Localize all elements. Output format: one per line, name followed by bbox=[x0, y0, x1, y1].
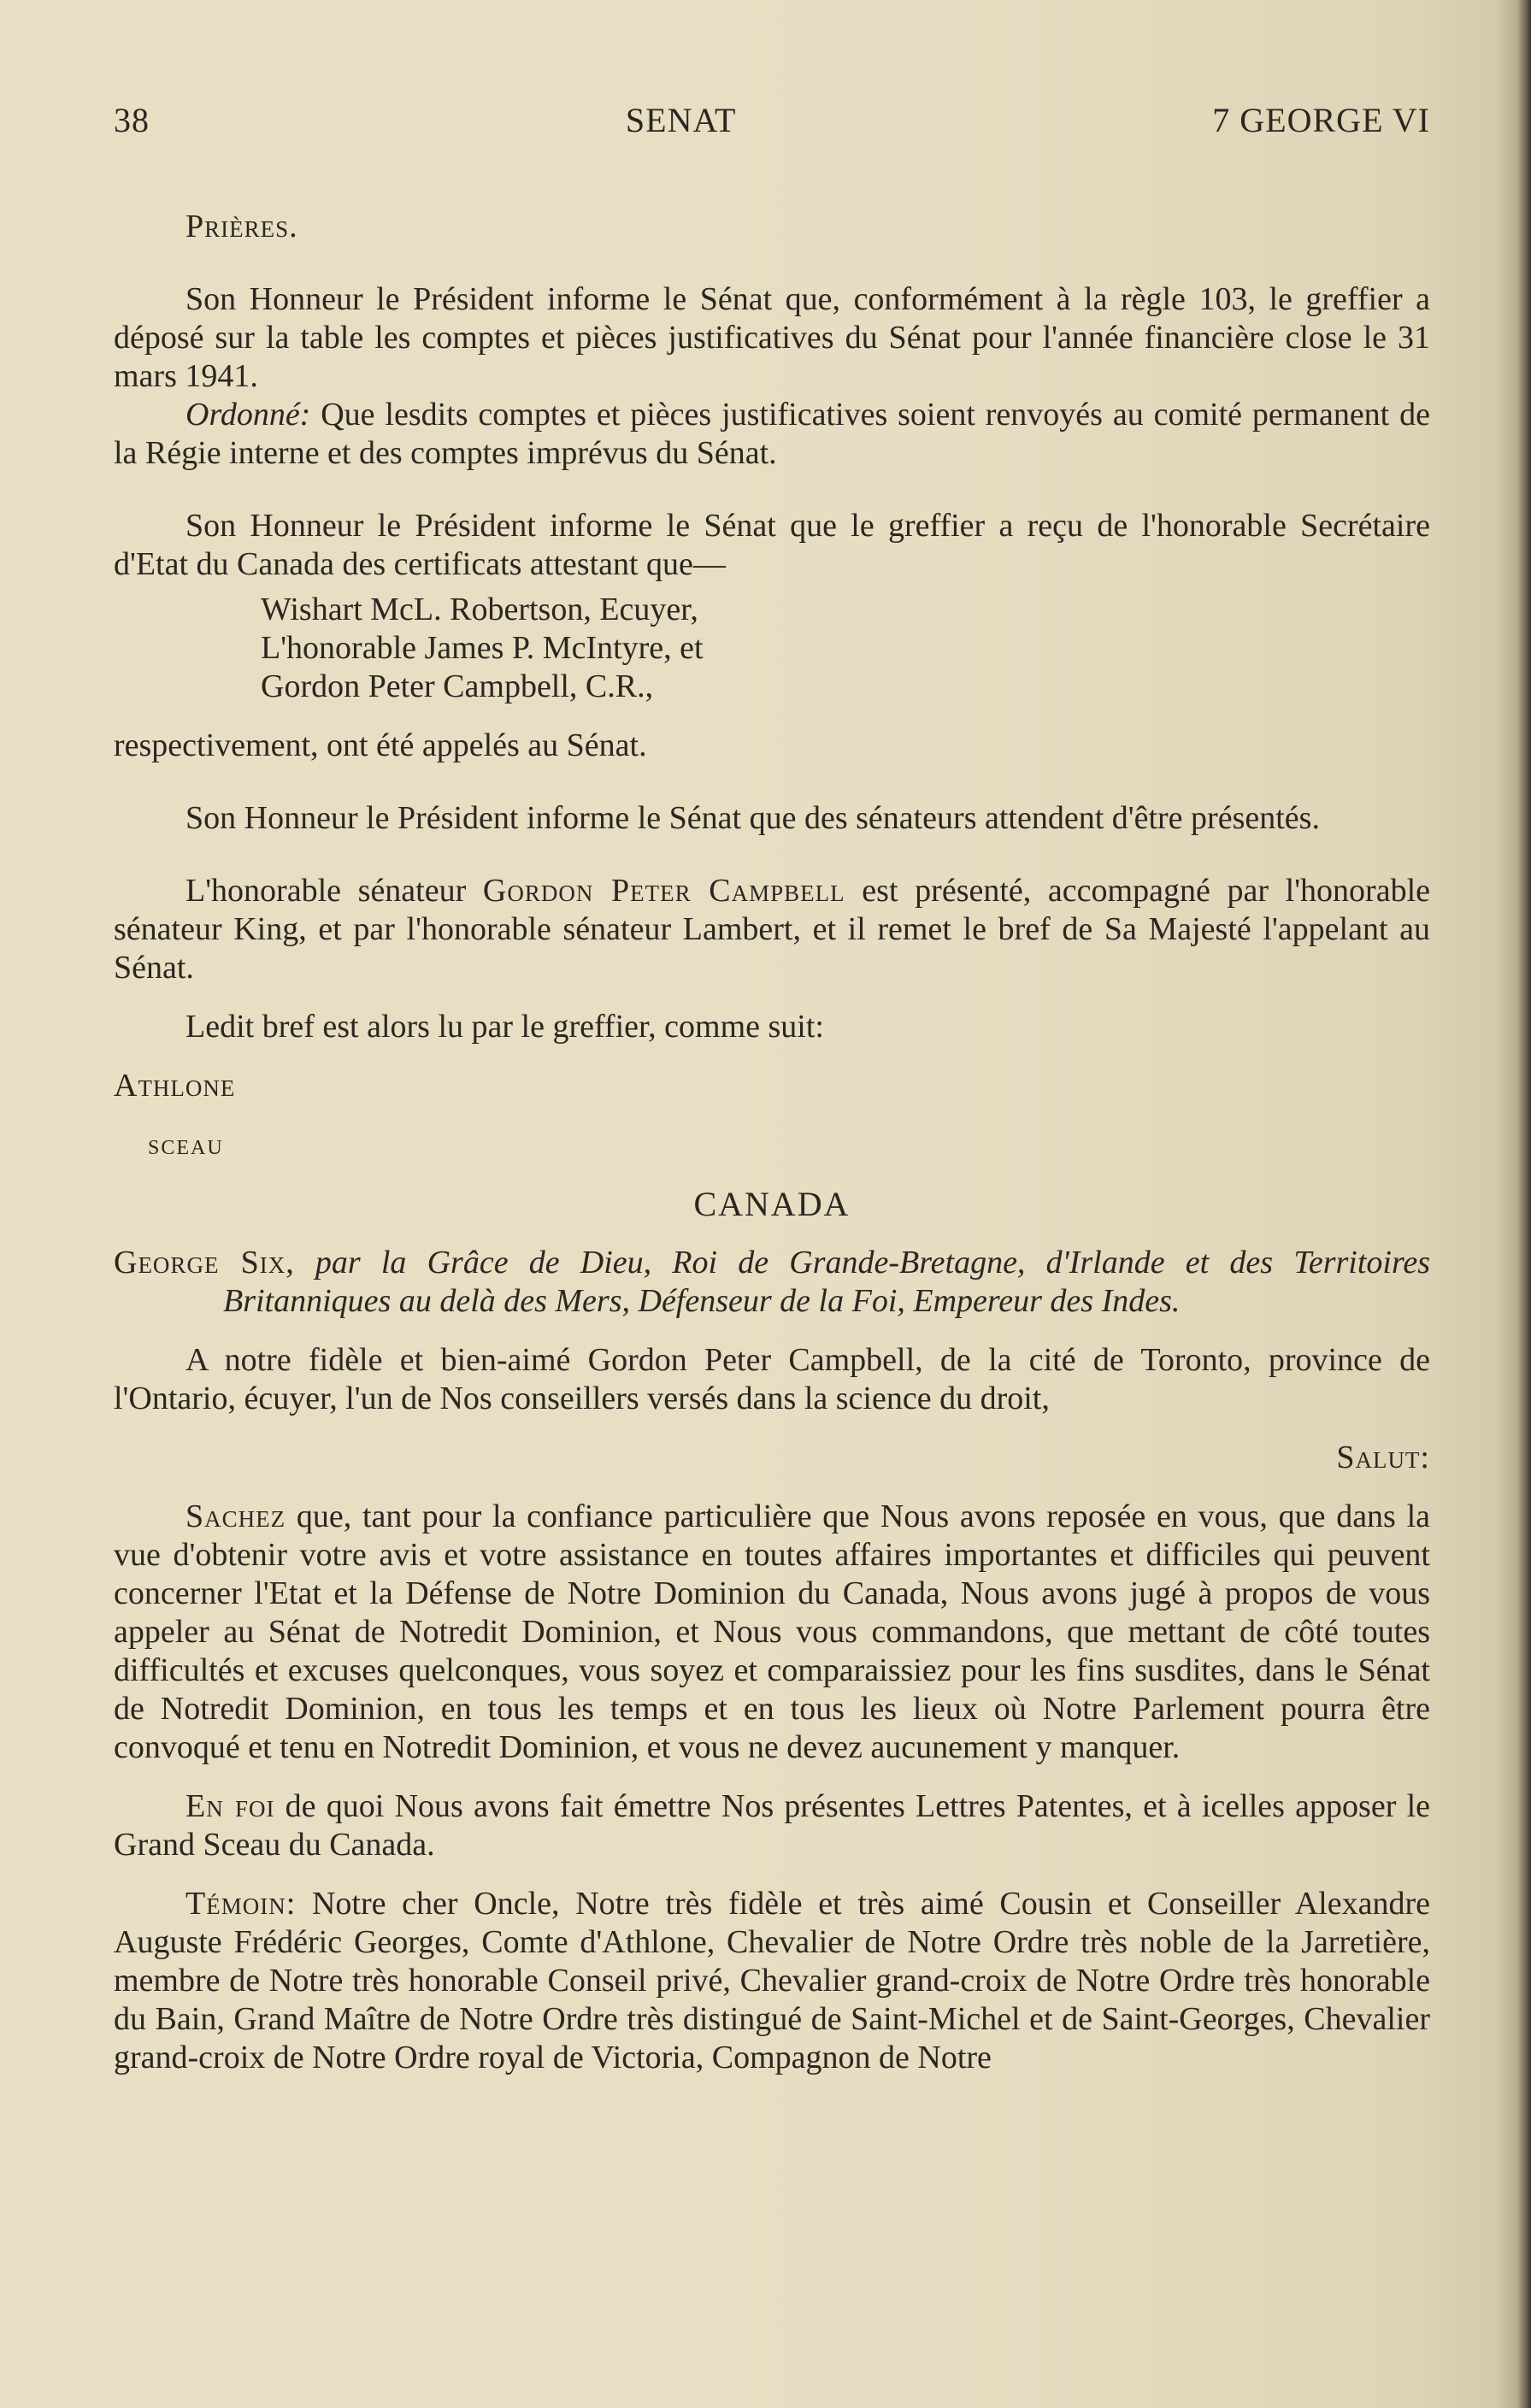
paragraph-senators-waiting: Son Honneur le Président informe le Sénat que des sénateurs attendent d'être présentés. bbox=[185, 800, 1320, 836]
paragraph-accounts: Son Honneur le Président informe le Sénat que, conformément à la règle 103, le greffier a déposé sur la table les comptes et pièces justificatives du Sénat pour l'année financière close le 31 mars 1941. bbox=[114, 281, 1430, 394]
prieres-heading: Prières. bbox=[185, 209, 298, 244]
page-number: 38 bbox=[114, 101, 150, 139]
seal-label: sceau bbox=[148, 1129, 224, 1161]
paragraph-ordonne bbox=[114, 396, 1430, 473]
en-foi-label: En foi bbox=[185, 1788, 275, 1824]
running-head-title: SENAT bbox=[625, 101, 737, 139]
paragraph-temoin bbox=[114, 1885, 1430, 2077]
paragraph-certificates: Son Honneur le Président informe le Sénat que le greffier a reçu de l'honorable Secrétaire d'Etat du Canada des certificats attestant que— bbox=[114, 508, 1430, 582]
canada-heading: CANADA bbox=[693, 1185, 851, 1223]
athlone-signature: Athlone bbox=[114, 1068, 236, 1104]
sachez-label: Sachez bbox=[185, 1498, 286, 1534]
george-six-titles: par la Grâce de Dieu, Roi de Grande-Bretagne, d'Irlande et des Territoires Britanniques au delà des Mers, Défenseur de la Foi, Empereur des Indes. bbox=[223, 1245, 1430, 1319]
paragraph-presentation bbox=[114, 872, 1430, 987]
paragraph-en-foi bbox=[114, 1787, 1430, 1864]
temoin-text: Notre cher Oncle, Notre très fidèle et très aimé Cousin et Conseiller Alexandre Auguste Frédéric Georges, Comte d'Athlone, Chevalier de Notre Ordre très noble de la Jarretière, membre de Notre très honorable Conseil privé, Chevalier grand-croix de Notre Ordre très honorable du Bain, Grand Maître de Notre Ordre très distingué de Saint-Michel et de Saint-Georges, Chevalier grand-croix de Notre Ordre royal de Victoria, Compagnon de Notre bbox=[114, 1886, 1430, 2075]
senator-name: Gordon Peter Campbell bbox=[482, 873, 845, 909]
presentation-text-b: est présenté, accompagné par l'honorable sénateur King, et par l'honorable sénateur Lambert, et il remet le bref de Sa Majesté l'appelant au Sénat. bbox=[114, 873, 1430, 986]
name-item: Wishart McL. Robertson, Ecuyer, bbox=[261, 592, 698, 627]
paragraph-george-six bbox=[114, 1244, 1430, 1321]
paragraph-respectivement: respectivement, ont été appelés au Sénat. bbox=[114, 727, 647, 763]
page-edge-shadow bbox=[1497, 0, 1531, 2408]
page-content bbox=[114, 101, 1430, 2077]
en-foi-text: de quoi Nous avons fait émettre Nos présentes Lettres Patentes, et à icelles apposer le Grand Sceau du Canada. bbox=[114, 1788, 1430, 1863]
sachez-text: que, tant pour la confiance particulière que Nous avons reposée en vous, que dans la vue d'obtenir votre avis et votre assistance en toutes affaires importantes et difficiles qui peuvent concerner l'Etat et la Défense de Notre Dominion du Canada, Nous avons jugé à propos de vous appeler au Sénat de Notredit Dominion, et Nous vous commandons, que mettant de côté toutes difficultés et excuses quelconques, vous soyez et comparaissiez pour les fins susdites, dans le Sénat de Notredit Dominion, en tous les temps et en tous les lieux où Notre Parlement pourra être convoqué et tenu en Notredit Dominion, et vous ne devez aucunement y manquer. bbox=[114, 1498, 1430, 1765]
george-six-name: George Six, bbox=[114, 1245, 295, 1281]
names-list bbox=[261, 591, 1430, 706]
ordonne-text: Que lesdits comptes et pièces justificatives soient renvoyés au comité permanent de la Régie interne et des comptes imprévus du Sénat. bbox=[114, 397, 1430, 471]
salut-greeting: Salut: bbox=[1336, 1440, 1430, 1475]
running-head-regnal-year: 7 GEORGE VI bbox=[1212, 101, 1430, 139]
presentation-text-a: L'honorable sénateur bbox=[185, 873, 483, 909]
temoin-label: Témoin: bbox=[185, 1886, 297, 1922]
paragraph-address: A notre fidèle et bien-aimé Gordon Peter Campbell, de la cité de Toronto, province de l'Ontario, écuyer, l'un de Nos conseillers versés dans la science du droit, bbox=[114, 1342, 1430, 1416]
paragraph-bref-read: Ledit bref est alors lu par le greffier, comme suit: bbox=[185, 1009, 824, 1045]
ordonne-label: Ordonné: bbox=[185, 397, 311, 433]
running-head bbox=[114, 101, 1430, 139]
paragraph-sachez bbox=[114, 1498, 1430, 1767]
name-item: Gordon Peter Campbell, C.R., bbox=[261, 668, 654, 704]
name-item: L'honorable James P. McIntyre, et bbox=[261, 630, 704, 666]
